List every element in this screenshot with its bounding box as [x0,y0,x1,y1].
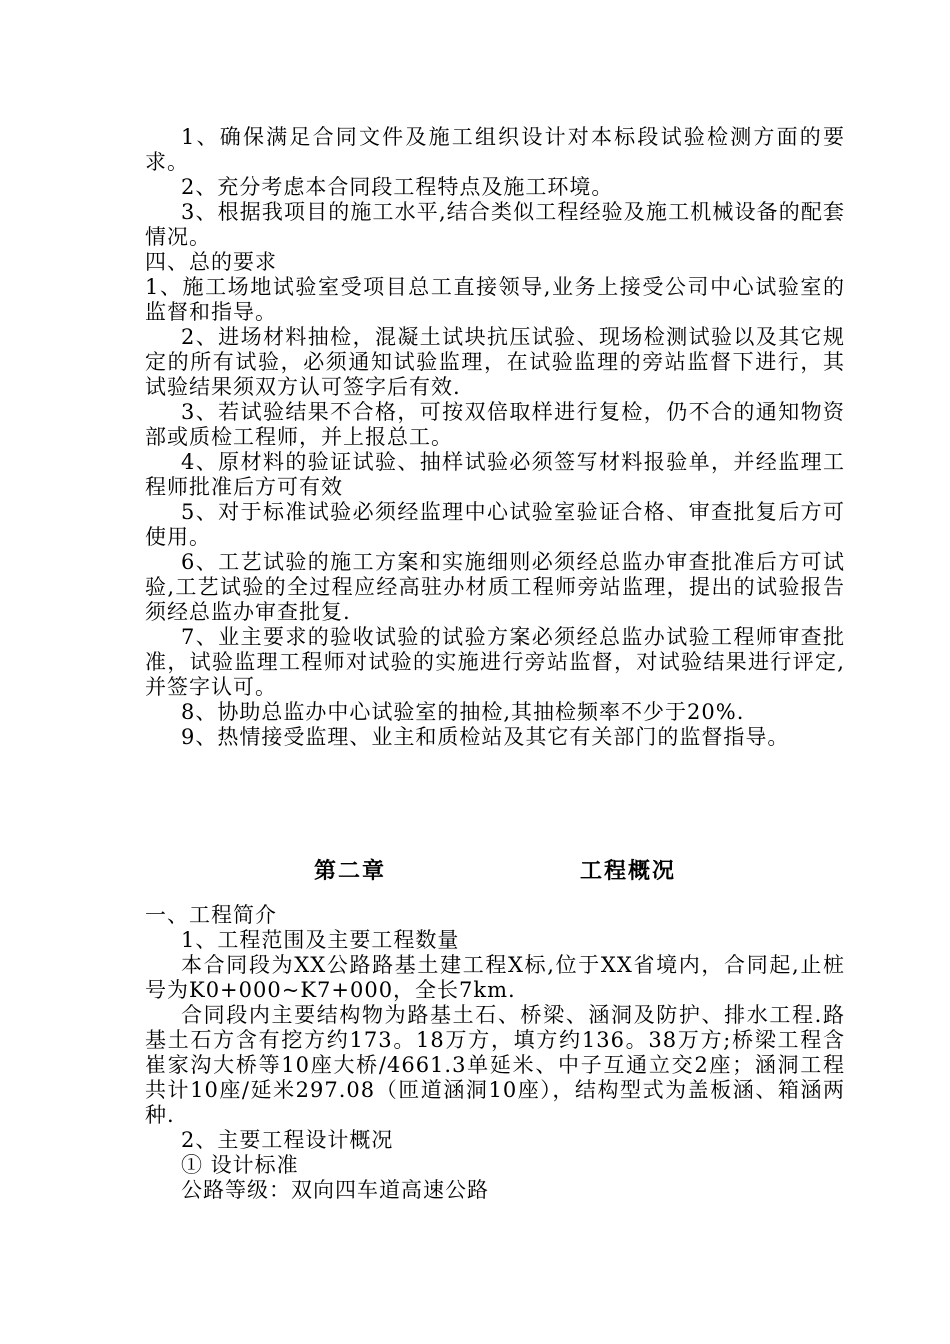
item-road-grade: 公路等级：双向四车道高速公路 [181,1178,489,1202]
subheading-design-overview: 2、主要工程设计概况 [181,1128,394,1152]
paragraph-general-1: 1、施工场地试验室受项目总工直接领导,业务上接受公司中心试验室的监督和指导。 [145,275,845,324]
paragraph-general-6: 6、工艺试验的施工方案和实施细则必须经总监办审查批准后方可试验,工艺试验的全过程应经高驻办材质工程师旁站监理，提出的试验报告须经总监办审查批复. [145,550,845,624]
section-heading-general-requirements: 四、总的要求 [145,250,277,274]
paragraph-general-2: 2、进场材料抽检，混凝土试块抗压试验、现场检测试验以及其它规定的所有试验，必须通知试验监理，在试验监理的旁站监督下进行，其试验结果须双方认可签字后有效. [145,325,845,399]
paragraph-general-9: 9、热情接受监理、业主和质检站及其它有关部门的监督指导。 [181,725,790,749]
item-design-standard: ① 设计标准 [181,1153,299,1177]
paragraph-requirement-3: 3、根据我项目的施工水平,结合类似工程经验及施工机械设备的配套情况。 [145,200,845,249]
paragraph-general-7: 7、业主要求的验收试验的试验方案必须经总监办试验工程师审查批准，试验监理工程师对试验的实施进行旁站监督，对试验结果进行评定,并签字认可。 [145,625,845,699]
paragraph-contract-section: 本合同段为XX公路路基土建工程X标,位于XX省境内，合同起,止桩号为K0+000~K7+000，全长7km. [145,953,845,1002]
chapter-title: 工程概况 [580,859,677,884]
subheading-scope: 1、工程范围及主要工程数量 [181,928,460,952]
paragraph-general-3: 3、若试验结果不合格，可按双倍取样进行复检，仍不合的通知物资部或质检工程师，并上报总工。 [145,400,845,449]
paragraph-main-structures: 合同段内主要结构物为路基土石、桥梁、涵洞及防护、排水工程.路基土石方含有挖方约173。18万方，填方约136。38万方;桥梁工程含崔家沟大桥等10座大桥/4661.3单延米、中子互通立交2座；涵洞工程共计10座/延米297.08（匝道涵洞10座），结构型式为盖板涵、箱涵两种. [145,1003,845,1127]
paragraph-general-8: 8、协助总监办中心试验室的抽检,其抽检频率不少于20%. [181,700,745,724]
paragraph-requirement-1: 1、确保满足合同文件及施工组织设计对本标段试验检测方面的要求。 [145,125,845,174]
paragraph-general-5: 5、对于标准试验必须经监理中心试验室验证合格、审查批复后方可使用。 [145,500,845,549]
chapter-number: 第二章 [314,859,387,884]
paragraph-general-4: 4、原材料的验证试验、抽样试验必须签写材料报验单，并经监理工程师批准后方可有效 [145,450,845,499]
section-heading-project-intro: 一、工程简介 [145,903,277,927]
paragraph-requirement-2: 2、充分考虑本合同段工程特点及施工环境。 [181,175,614,199]
